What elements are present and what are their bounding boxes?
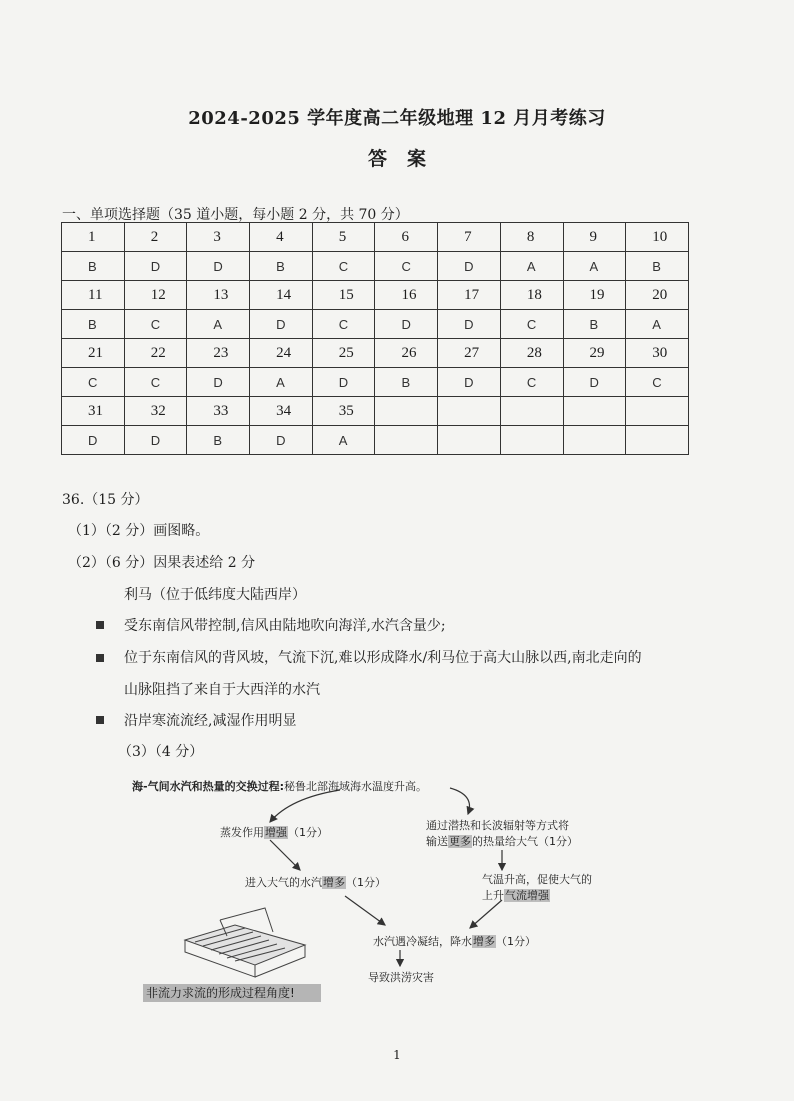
answer-cell: D	[187, 368, 250, 397]
question-number-cell: 9	[563, 223, 626, 252]
answer-row	[62, 368, 689, 397]
answer-cell: C	[312, 310, 375, 339]
question-number-cell: 21	[62, 339, 125, 368]
q36-bullet-2a: 位于东南信风的背风坡，气流下沉,难以形成降水/利马位于高大山脉以西,南北走向的	[124, 650, 642, 666]
diagram-evaporation-text: 蒸发作用	[220, 826, 264, 839]
answer-cell: D	[563, 368, 626, 397]
question-number-cell	[563, 397, 626, 426]
question-number-cell: 2	[124, 223, 187, 252]
answer-cell: D	[250, 426, 313, 455]
question-number-cell	[375, 397, 438, 426]
answer-cell	[626, 426, 689, 455]
question-number-cell: 23	[187, 339, 250, 368]
answer-cell: B	[187, 426, 250, 455]
page-subtitle: 答案	[367, 148, 446, 170]
answer-cell: C	[375, 252, 438, 281]
arrow-left-converge	[345, 896, 385, 925]
question-number-cell: 33	[187, 397, 250, 426]
answer-cell: D	[375, 310, 438, 339]
question-number-row	[62, 223, 689, 252]
answer-cell: D	[312, 368, 375, 397]
answer-cell: D	[438, 252, 501, 281]
diagram-evaporation-score: （1分）	[288, 826, 328, 839]
answer-cell: C	[62, 368, 125, 397]
answer-cell: A	[563, 252, 626, 281]
question-number-cell: 12	[124, 281, 187, 310]
bullet-icon	[96, 654, 104, 662]
question-number-cell: 28	[500, 339, 563, 368]
diagram-temp-line1: 气温升高，促使大气的	[482, 873, 592, 886]
question-number-cell: 14	[250, 281, 313, 310]
question-number-cell: 6	[375, 223, 438, 252]
answer-cell: A	[626, 310, 689, 339]
q36-part1: （1）（2 分）画图略。	[68, 523, 210, 539]
diagram-vapor-text: 进入大气的水汽	[245, 876, 322, 889]
answer-cell: D	[438, 310, 501, 339]
q36-bullet-3: 沿岸寒流流经,减湿作用明显	[124, 713, 297, 729]
question-number-cell: 31	[62, 397, 125, 426]
question-number-cell: 29	[563, 339, 626, 368]
answer-cell: D	[124, 426, 187, 455]
diagram-rain-node	[373, 933, 536, 949]
q36-part2: （2）（6 分）因果表述给 2 分	[68, 555, 256, 571]
diagram-temp-text: 上升	[482, 889, 504, 902]
page-number: 1	[393, 1048, 401, 1062]
diagram-heat-text: 输送	[426, 835, 448, 848]
q36-heading: 36.（15 分）	[62, 492, 149, 508]
answer-row	[62, 426, 689, 455]
answer-cell: D	[62, 426, 125, 455]
question-number-cell: 15	[312, 281, 375, 310]
q36-lima: 利马（位于低纬度大陆西岸）	[124, 587, 306, 603]
box-sketch-icon	[175, 900, 315, 980]
diagram-evaporation-highlight: 增强	[265, 826, 287, 839]
q36-bullet-1: 受东南信风带控制,信风由陆地吹向海洋,水汽含量少;	[124, 618, 446, 634]
answer-cell: C	[500, 310, 563, 339]
arrow-right-converge	[470, 900, 502, 928]
diagram-caption: 非流力求流的形成过程角度!	[143, 984, 321, 1002]
question-number-cell: 22	[124, 339, 187, 368]
diagram-flood-node: 导致洪涝灾害	[368, 971, 434, 984]
diagram-vapor-score: （1分）	[346, 876, 386, 889]
diagram-heat-line1: 通过潜热和长波辐射等方式将	[426, 819, 569, 832]
diagram-heat-node	[426, 818, 578, 850]
question-number-cell: 19	[563, 281, 626, 310]
arrow-top-right	[450, 788, 470, 814]
diagram-heat-highlight: 更多	[449, 835, 471, 848]
question-number-cell: 13	[187, 281, 250, 310]
diagram-temp-node	[482, 872, 592, 904]
question-number-row	[62, 281, 689, 310]
answer-cell: D	[187, 252, 250, 281]
question-number-cell: 1	[62, 223, 125, 252]
bullet-icon	[96, 621, 104, 629]
question-number-cell: 30	[626, 339, 689, 368]
question-number-cell: 3	[187, 223, 250, 252]
q36-part3: （3）（4 分）	[118, 744, 204, 760]
question-number-cell	[626, 397, 689, 426]
answer-cell: B	[563, 310, 626, 339]
section1-heading: 一、单项选择题（35 道小题，每小题 2 分，共 70 分）	[62, 207, 409, 223]
answer-cell: A	[312, 426, 375, 455]
answer-cell	[563, 426, 626, 455]
answer-cell: D	[124, 252, 187, 281]
diagram-temp-line2	[482, 888, 592, 904]
answer-cell: C	[124, 310, 187, 339]
diagram-top-text: 秘鲁北部海域海水温度升高。	[283, 780, 427, 793]
arrow-top-left	[270, 790, 340, 822]
diagram-rain-highlight: 增多	[473, 935, 495, 948]
answer-cell: C	[500, 368, 563, 397]
question-number-cell: 35	[312, 397, 375, 426]
answer-cell: A	[187, 310, 250, 339]
arrow-left-down	[270, 840, 300, 870]
diagram-top-node	[132, 778, 427, 794]
answer-cell: A	[500, 252, 563, 281]
question-number-cell: 18	[500, 281, 563, 310]
answer-row	[62, 310, 689, 339]
question-number-row	[62, 397, 689, 426]
answer-cell: B	[62, 310, 125, 339]
diagram-heat-line2	[426, 834, 578, 850]
flow-diagram	[130, 770, 630, 1010]
question-number-cell: 24	[250, 339, 313, 368]
answer-table	[61, 222, 689, 455]
question-number-cell: 34	[250, 397, 313, 426]
question-number-cell: 26	[375, 339, 438, 368]
answer-cell	[375, 426, 438, 455]
question-number-cell: 25	[312, 339, 375, 368]
question-number-cell: 10	[626, 223, 689, 252]
diagram-rain-score: （1分）	[496, 935, 536, 948]
answer-cell: B	[375, 368, 438, 397]
answer-cell: C	[626, 368, 689, 397]
q36-bullet-2b: 山脉阻挡了来自于大西洋的水汽	[124, 682, 320, 698]
answer-cell: D	[250, 310, 313, 339]
question-number-cell: 20	[626, 281, 689, 310]
answer-cell: D	[438, 368, 501, 397]
answer-cell: C	[124, 368, 187, 397]
diagram-top-label: 海-气间水汽和热量的交换过程:	[132, 780, 284, 793]
diagram-heat-score: 的热量给大气（1分）	[472, 835, 578, 848]
question-number-cell: 16	[375, 281, 438, 310]
question-number-cell: 8	[500, 223, 563, 252]
question-number-cell: 17	[438, 281, 501, 310]
question-number-cell: 5	[312, 223, 375, 252]
answer-cell: B	[250, 252, 313, 281]
question-number-cell: 7	[438, 223, 501, 252]
bullet-icon	[96, 716, 104, 724]
question-number-cell: 11	[62, 281, 125, 310]
diagram-vapor-highlight: 增多	[323, 876, 345, 889]
diagram-temp-highlight: 气流增强	[505, 889, 549, 902]
question-number-cell: 32	[124, 397, 187, 426]
question-number-cell: 27	[438, 339, 501, 368]
diagram-evaporation-node	[220, 824, 328, 840]
answer-cell: B	[626, 252, 689, 281]
question-number-cell	[500, 397, 563, 426]
question-number-row	[62, 339, 689, 368]
question-number-cell	[438, 397, 501, 426]
page-title: 2024-2025 学年度高二年级地理 12 月月考练习	[188, 108, 606, 129]
diagram-rain-text: 水汽遇冷凝结，降水	[373, 935, 472, 948]
answer-cell	[500, 426, 563, 455]
answer-cell: B	[62, 252, 125, 281]
answer-cell: A	[250, 368, 313, 397]
answer-cell: C	[312, 252, 375, 281]
answer-row	[62, 252, 689, 281]
answer-cell	[438, 426, 501, 455]
question-number-cell: 4	[250, 223, 313, 252]
diagram-vapor-node	[245, 874, 386, 890]
